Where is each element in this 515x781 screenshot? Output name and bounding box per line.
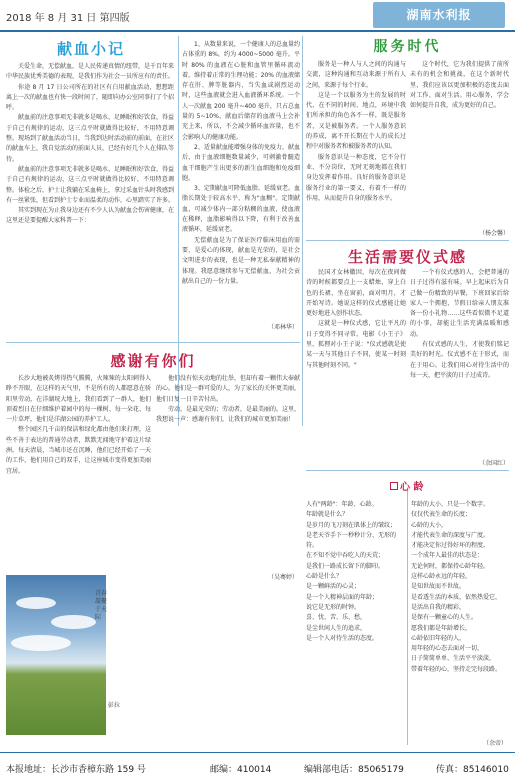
paragraph: 献血前的注意事项无非就多是喝水、足睡眠和好饮食，得益于自己有规律的运动，这三点平时就做得比较好，不用特意调整。体检之后，护士让我躺在采血椅上，拿过采血针头时我感到有一丝紧张，但看到护士专业而温柔的动作，心里踏实了许多。 — [6, 165, 174, 204]
poem-line: 是我们一路成长留下的脚印。 — [306, 562, 385, 570]
poem-line: 年龄的大小，只是一个数字。 — [411, 501, 490, 508]
paragraph: 长沙大地被炙烤得热气腾腾，火辣辣的太阳刺得人睁不开眼，在这样的天气里，不是所有的人都愿意在骄阳里劳动，在洋湖垸大地上，我们看到了一群人，他们顶着烈日在仔细维护着园中的每一棵树、每一朵花、每一片草坪，他们是洋湖公园的养护工人。 — [6, 375, 151, 424]
article-title-blood-donation: 献血小记 — [56, 40, 125, 58]
article-body-thanks-col1 — [6, 374, 151, 570]
poem-line: 愿我们都是年龄增长， — [411, 624, 472, 632]
poem-line: 日子简简单单、生活平平淡淡， — [411, 655, 496, 663]
byline: （杨会馨） — [478, 230, 509, 237]
poem-line: 才能代表生命的深度与广度。 — [411, 531, 490, 539]
poem-line: 在不知不觉中吞吃人的天荒； — [306, 552, 385, 560]
section-divider — [306, 470, 509, 471]
poem-line: 无论何时，都保持心龄年轻。 — [411, 562, 490, 570]
article-body-ritual-col2 — [410, 268, 509, 454]
article-title-ritual: 生活需要仪式感 — [347, 248, 467, 266]
paragraph: 这就是一种仪式感，它让平凡的日子变得不同寻常。电影《小王子》里，狐狸对小王子说："仪式感就是使某一天与其他日子不同，使某一时刻与其他时刻不同。" — [306, 320, 406, 369]
poem-line: 是看透生活的本质，依然热爱它， — [411, 593, 502, 601]
poem-body-left — [306, 500, 406, 740]
paragraph: 劳动，是最光荣的；劳动者，是最美丽的。这里，我想说一声：感谢有你们，让我们的城市更加美丽！ — [156, 405, 300, 424]
decor-square-icon — [390, 482, 398, 490]
footer-fax: 传真：85146010 — [436, 765, 509, 775]
article-title-service-era: 服务时代 — [373, 39, 442, 55]
article-body-service-col2 — [410, 60, 509, 225]
poem-line: 带着年轻的心，坚持走完每段路。 — [411, 665, 502, 673]
article-body-service-col1 — [306, 60, 406, 235]
paragraph: 无偿献血是为了保证医疗临床用血的需要，是爱心的体现，献血是光荣的，是社会文明进步的表现，也是一种无私奉献精神的体现。我愿意继续参与无偿献血，为社会贡献出自己的一份力量。 — [182, 236, 300, 285]
footer-divider — [0, 752, 515, 753]
poem-line: 一个成年人最佳的状态是： — [411, 552, 484, 560]
paragraph: 这是一个以服务为主的发展的时代，在不同的时间、地点，环境中我们所承担的角色各不一样，既是服务者，又是被服务者。一个人服务意识的养成，离不开长期在个人的成长过程中对服务者和被服务者的认知。 — [306, 91, 406, 151]
byline: （余国红） — [478, 460, 509, 467]
masthead-logo: 湖南水利报 — [373, 2, 505, 28]
paragraph: 3、定期献血可降低血脂、延缓衰老。血脂长期处于较高水平，称为"血稠"。定期献血，可减少体内一部分粘稠的血液，使血液在稀释，血脂影响得以下降，有利于改善血液循环，延缓衰老。 — [182, 185, 300, 234]
column-rule — [302, 36, 303, 426]
poem-line: 是一颗鲜活的心灵； — [306, 583, 361, 591]
article-body-blood-donation-col2 — [182, 40, 300, 320]
poem-line: 是保有一颗童心的人生。 — [411, 614, 478, 622]
photo-credit: 彭拉 — [108, 702, 121, 709]
poem-line: 说它是无形的时钟。 — [306, 603, 361, 611]
paragraph: 你途 8 月 17 日公司所在的社区有白用献血活动，想想距离上一次的献血也有快一段时间了，随即向办公室同事打了个招呼。 — [6, 83, 174, 112]
paragraph: 有仪式感的人生，才使我们铭记美好的时光。仪式感不在于形式，而在于用心。让我们用心对待生活中的每一天，把平淡的日子过成诗。 — [410, 341, 509, 379]
section-divider — [306, 240, 509, 241]
byline: （余帝） — [482, 740, 507, 747]
footer-editorial-phone: 编辑部电话：85065179 — [304, 765, 404, 775]
poem-line: 是尘世间人生的追求， — [306, 624, 367, 632]
poem-line: 是岁月的飞刀刻在肌体上的皱纹； — [306, 521, 397, 529]
poem-body-right — [411, 500, 509, 730]
poem-line: 是知世故而不世故。 — [411, 583, 466, 591]
header-divider — [0, 30, 515, 32]
paragraph: 1、从数量来说，一个健康人的总血量约占体重的 8%，约为 4000~5000 毫升。平时 80% 的血液在心脏和血管里循环流动着，维持着正常的生理功能；20% 的血液储存在肝、脾等脏器内，当失血或剧烈运动时，这些血液就会进入血液循环系统。一个人一次献血 200 毫升~400 毫升，只占总血量的 5~10%，献血后储存的血液马上会补充上来，所以，不会减少循环血容量，也不会影响人的健康功能。 — [182, 41, 300, 141]
photo-caption: 青春凝聚于天际 — [95, 590, 108, 621]
page-header — [0, 0, 515, 34]
issue-date: 2018 年 8 月 31 日 第四版 — [6, 13, 130, 24]
paragraph: 献血前的注意事项无非就多是喝水、足睡眠和好饮食，得益于自己有规律的运动，这三点平时就做得比较好，不用特意调整。现场到了献血活动当日，当我到达时活动前的前面，在社区的献血车上，我自觉活动的前面人员，已经有好几个人在排队等待。 — [6, 114, 174, 163]
paragraph: 服务意识是一种态度，它不分行业、不分岗位，无时无刻地都在我们身边发挥着作用。良好的服务意识是服务行业的第一要义，有着不一样的作用，从而提升自身的服务水平。 — [306, 153, 406, 202]
poem-line: 这样心龄永远的年轻， — [411, 573, 472, 581]
poem-line: 心龄依旧年轻的人， — [411, 634, 466, 642]
article-body-ritual-col1 — [306, 268, 406, 464]
article-title-thanks: 感谢有你们 — [110, 352, 196, 370]
poem-line: 心龄的大小， — [411, 521, 448, 529]
paragraph: 2、适量献血能增强身体的免疫力，献血后，由于血液细胞数量减少，可刺激骨髓造血干细胞产生出更多的新生血细胞和免疫细胞。 — [182, 143, 300, 182]
paragraph: 这个时代，它为我们提供了前所未有的机会和挑战，在这个新时代里，我们应该以更加积极的态度去面对工作、面对生活。用心服务，学会如何提升自我，成为更好的自己。 — [410, 61, 509, 110]
poem-line: 是老天爷手下一秒秒计分、无形的符。 — [306, 531, 397, 550]
poem-line: 是活出自我的精彩， — [411, 603, 466, 611]
byline: （邓林华） — [267, 324, 298, 331]
paragraph: 服务是一种人与人之间的沟通与交流，这种沟通和互动来源于所有人之间，来源于每个行业。 — [306, 61, 406, 89]
poem-line: 人有"两龄"：年龄、心龄。 — [306, 501, 378, 508]
poem-line: 仅仅代表生命的长度； — [411, 511, 472, 519]
paragraph: 他们没有惊天动地的壮举，但却有着一颗伟大奉献的心。他们是一群可爱的人，为了家长的关怀更美丽，他们日复一日辛苦付出。 — [156, 375, 300, 403]
article-body-thanks-col2 — [156, 374, 300, 570]
poem-line: 心龄是什么？ — [306, 573, 343, 581]
paragraph: 一个有仪式感的人，会把普通的日子过得有滋有味。早上起床后为自己做一份精致的早餐，下班回家后给家人一个拥抱，节假日给亲人朋友准备一份小礼物……这些看似微不足道的小事，却能让生活充满温暖和感动。 — [410, 269, 509, 338]
paragraph: 整个园区几千亩的保洁和绿化都由他们来打理，这些不善于表达的普通劳动者，默默无闻地守护着这片绿洲。每天清晨，当城市还在沉睡，他们已经开始了一天的工作，他们用自己的双手，让这座城市变得更加美丽宜居。 — [6, 426, 151, 475]
landscape-photo — [6, 575, 106, 735]
article-body-blood-donation-col1 — [6, 62, 174, 337]
footer-postcode: 邮编：410014 — [210, 765, 272, 775]
poem-line: 年龄就是什么？ — [306, 511, 349, 519]
poem-line: 用年轻的心态去面对一切， — [411, 645, 484, 653]
poem-line: 才能决定你过得好坏的程度。 — [411, 542, 490, 550]
paragraph: 民国才女林徽因，每次在夜间做诗的时候都要点上一支蜡烛，穿上白色的长裙，坐在窗前，面对明月，才开始写诗。她说这样的仪式感能让她更好地进入创作状态。 — [306, 269, 406, 318]
byline: （吴骞婷） — [267, 574, 298, 581]
column-rule — [407, 490, 408, 745]
section-divider — [6, 342, 300, 343]
poem-line: 是一个人对待生活的态度。 — [306, 634, 379, 642]
poem-line: 是一个人精神层面的年龄； — [306, 593, 379, 601]
poem-line: 喜、忧、苦、乐、愁， — [306, 614, 367, 622]
paragraph: 关爱生命，无偿献血，是人民传递真情的纽带，是千百年来中华民族优秀美德的表现，是我们作为社会一员所应有的责任。 — [6, 63, 174, 81]
poem-title: 心 龄 — [400, 482, 424, 493]
poem-title-wrap — [390, 478, 440, 492]
paragraph: 其实到现在为止我身边还有不少人认为献血会伤害健康，在这里还是要提醒大家科普一下： — [6, 207, 174, 225]
footer-address: 本报地址：长沙市香樟东路 159 号 — [6, 765, 146, 775]
